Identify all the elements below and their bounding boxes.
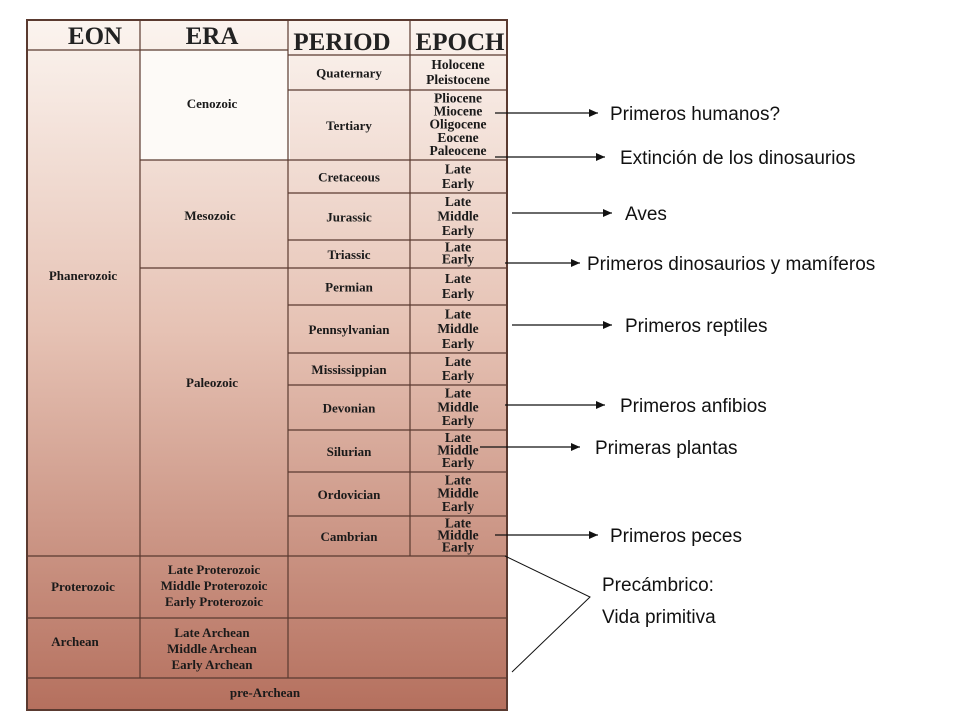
- era-paleozoic: Paleozoic: [186, 375, 238, 390]
- period-mississippian: Mississippian: [311, 362, 387, 377]
- header-epoch: EPOCH: [415, 29, 505, 56]
- first-dinosaurs-mammals-label: Primeros dinosaurios y mamíferos: [587, 254, 876, 275]
- epoch-quaternary-pleistocene: Pleistocene: [426, 72, 490, 88]
- epoch-tertiary-pliocene: Pliocene: [434, 90, 482, 106]
- period-ordovician: Ordovician: [317, 487, 381, 502]
- header-eon: EON: [67, 23, 123, 50]
- epoch-permian-late: Late: [444, 271, 472, 287]
- epoch-mississippian-early: Early: [441, 367, 475, 383]
- epoch-cambrian-early: Early: [441, 539, 475, 555]
- precambrian-label: Precámbrico:: [602, 575, 714, 596]
- period-devonian: Devonian: [322, 400, 376, 416]
- epoch-devonian-early: Early: [441, 412, 475, 428]
- first-plants-label: Primeras plantas: [595, 438, 738, 459]
- era-middle-archean: Middle Archean: [167, 641, 257, 656]
- era-late-proterozoic: Late Proterozoic: [167, 562, 261, 577]
- epoch-silurian-late: Late: [444, 429, 472, 445]
- precambrian-bracket: [505, 556, 716, 672]
- epoch-quaternary-holocene: Holocene: [431, 57, 485, 73]
- period-quaternary: Quaternary: [316, 65, 382, 81]
- birds-label: Aves: [625, 204, 667, 225]
- first-reptiles-label: Primeros reptiles: [625, 316, 768, 337]
- header-era: ERA: [185, 23, 239, 50]
- epoch-tertiary-oligocene: Oligocene: [429, 116, 487, 132]
- epoch-cambrian-late: Late: [444, 515, 472, 531]
- period-pennsylvanian: Pennsylvanian: [308, 322, 390, 337]
- primitive-life-label: Vida primitiva: [602, 607, 716, 628]
- birds-arrowhead-icon: [603, 209, 612, 217]
- period-jurassic: Jurassic: [326, 209, 372, 225]
- epoch-devonian-middle: Middle: [437, 399, 479, 415]
- header-period: PERIOD: [293, 29, 391, 56]
- epoch-tertiary-eocene: Eocene: [437, 129, 479, 145]
- period-cambrian: Cambrian: [320, 529, 378, 544]
- first-humans-label: Primeros humanos?: [610, 104, 781, 125]
- first-plants-arrowhead-icon: [571, 443, 580, 451]
- epoch-ordovician-early: Early: [441, 499, 475, 515]
- first-fish-arrowhead-icon: [589, 531, 598, 539]
- first-reptiles-arrowhead-icon: [603, 321, 612, 329]
- period-permian: Permian: [325, 279, 373, 295]
- period-triassic: Triassic: [327, 247, 371, 262]
- epoch-cretaceous-late: Late: [444, 161, 472, 177]
- dinosaur-extinction-arrowhead-icon: [596, 153, 605, 161]
- era-early-proterozoic: Early Proterozoic: [164, 594, 264, 609]
- eon-phanerozoic: Phanerozoic: [48, 268, 118, 283]
- epoch-triassic-early: Early: [441, 251, 475, 267]
- epoch-pennsylvanian-middle: Middle: [437, 321, 479, 337]
- epoch-cretaceous-early: Early: [441, 175, 475, 191]
- epoch-triassic-late: Late: [444, 239, 472, 255]
- epoch-jurassic-middle: Middle: [437, 208, 479, 224]
- epoch-jurassic-early: Early: [441, 222, 475, 238]
- eon-proterozoic: Proterozoic: [51, 579, 115, 594]
- era-late-archean: Late Archean: [174, 625, 250, 640]
- eon-pre-archean: pre-Archean: [229, 685, 301, 700]
- era-middle-proterozoic: Middle Proterozoic: [160, 578, 268, 593]
- epoch-silurian-early: Early: [441, 455, 475, 471]
- annotation-group: [480, 104, 875, 547]
- dinosaur-extinction-label: Extinción de los dinosaurios: [620, 148, 856, 169]
- epoch-mississippian-late: Late: [444, 353, 472, 369]
- epoch-permian-early: Early: [441, 286, 475, 302]
- epoch-ordovician-late: Late: [444, 472, 472, 488]
- period-silurian: Silurian: [326, 444, 372, 459]
- bracket-lines: [505, 556, 590, 672]
- epoch-cambrian-middle: Middle: [437, 527, 479, 543]
- first-fish-label: Primeros peces: [610, 526, 742, 547]
- epoch-jurassic-late: Late: [444, 194, 472, 210]
- period-tertiary: Tertiary: [326, 118, 372, 133]
- period-cretaceous: Cretaceous: [318, 169, 380, 185]
- epoch-pennsylvanian-late: Late: [444, 306, 472, 322]
- epoch-silurian-middle: Middle: [437, 442, 479, 458]
- first-amphibians-label: Primeros anfibios: [620, 396, 767, 417]
- epoch-devonian-late: Late: [444, 385, 472, 401]
- first-dinosaurs-mammals-arrowhead-icon: [571, 259, 580, 267]
- epoch-tertiary-paleocene: Paleocene: [429, 143, 487, 159]
- eon-archean: Archean: [51, 634, 99, 649]
- era-cenozoic: Cenozoic: [186, 96, 238, 111]
- era-mesozoic: Mesozoic: [184, 208, 236, 223]
- epoch-pennsylvanian-early: Early: [441, 335, 475, 351]
- first-humans-arrowhead-icon: [589, 109, 598, 117]
- epoch-tertiary-miocene: Miocene: [433, 103, 483, 119]
- first-amphibians-arrowhead-icon: [596, 401, 605, 409]
- epoch-ordovician-middle: Middle: [437, 485, 479, 501]
- era-early-archean: Early Archean: [171, 657, 253, 672]
